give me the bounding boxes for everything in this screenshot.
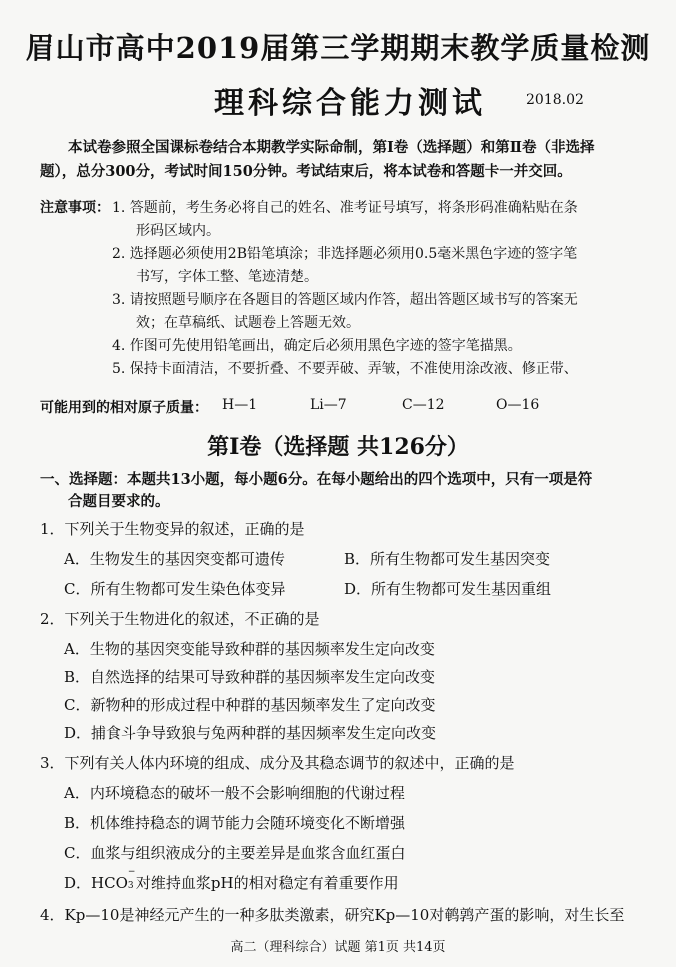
option-d-text: 对维持血浆pH的相对稳定有着重要作用: [135, 874, 399, 892]
question-4-stem: 4．Kp—10是神经元产生的一种多肽类激素，研究Kp—10对鹌鹑产蛋的影响，对生长至: [40, 906, 625, 924]
question-3-option-d: [64, 867, 399, 893]
atomic-mass-label: 可能用到的相对原子质量：: [40, 400, 208, 416]
page-footer: 高二（理科综合）试题 第1页 共14页: [230, 940, 446, 955]
atomic-mass-h: H—1: [222, 397, 258, 413]
notice-item-2: 2. 选择题必须使用2B铅笔填涂；非选择题必须用0.5毫米黑色字迹的签字笔: [112, 246, 578, 262]
section-instructions: 一、选择题：本题共13小题，每小题6分。在每小题给出的四个选项中，只有一项是符: [40, 471, 593, 488]
notice-label: 注意事项：: [40, 200, 110, 216]
notice-item-1-cont: 形码区域内。: [136, 223, 220, 239]
section-instructions-cont: 合题目要求的。: [68, 493, 170, 510]
question-3-option-c: C．血浆与组织液成分的主要差异是血浆含血红蛋白: [64, 844, 406, 862]
charge-superscript: −: [127, 867, 136, 877]
atomic-mass-c: C—12: [402, 397, 445, 413]
question-1-option-b: B．所有生物都可发生基因突变: [344, 550, 551, 568]
notice-item-1: 1. 答题前，考生务必将自己的姓名、准考证号填写，将条形码准确粘贴在条: [112, 200, 578, 216]
question-1-stem: 1．下列关于生物变异的叙述，正确的是: [40, 520, 305, 538]
question-2-option-c: C．新物种的形成过程中种群的基因频率发生了定向改变: [64, 696, 436, 714]
section-title: 第Ⅰ卷（选择题 共126分）: [207, 434, 469, 460]
question-3-option-a: A．内环境稳态的破坏一般不会影响细胞的代谢过程: [64, 784, 405, 802]
question-3-option-b: B．机体维持稳态的调节能力会随环境变化不断增强: [64, 814, 406, 832]
atomic-mass-o: O—16: [496, 397, 540, 413]
question-1-option-a: A．生物发生的基因突变都可遗传: [64, 550, 285, 568]
exam-date: 2018.02: [526, 92, 584, 108]
notice-item-3: 3. 请按照题号顺序在各题目的答题区域内作答，超出答题区域书写的答案无: [112, 292, 578, 308]
question-2-option-a: A．生物的基因突变能导致种群的基因频率发生定向改变: [64, 640, 435, 658]
question-1-option-c: C．所有生物都可发生染色体变异: [64, 580, 286, 598]
question-2-stem: 2．下列关于生物进化的叙述，不正确的是: [40, 610, 320, 628]
exam-subtitle: 理科综合能力测试: [214, 86, 486, 121]
atomic-mass-li: Li—7: [310, 397, 347, 413]
intro-line-1: 本试卷参照全国课标卷结合本期教学实际命制，第Ⅰ卷（选择题）和第Ⅱ卷（非选择: [68, 139, 595, 156]
exam-title: 眉山市高中2019届第三学期期末教学质量检测: [25, 31, 651, 65]
question-2-option-b: B．自然选择的结果可导致种群的基因频率发生定向改变: [64, 668, 436, 686]
question-1-option-d: D．所有生物都可发生基因重组: [344, 580, 552, 598]
intro-line-2: 题），总分300分，考试时间150分钟。考试结束后，将本试卷和答题卡一并交回。: [40, 163, 572, 180]
question-2-option-d: D．捕食斗争导致狼与兔两种群的基因频率发生定向改变: [64, 724, 437, 742]
notice-item-4: 4. 作图可先使用铅笔画出，确定后必须用黑色字迹的签字笔描黑。: [112, 338, 522, 354]
notice-item-2-cont: 书写，字体工整、笔迹清楚。: [136, 269, 318, 285]
count-subscript: 3: [127, 881, 134, 891]
option-d-prefix: D．HCO: [64, 874, 128, 892]
notice-item-3-cont: 效；在草稿纸、试题卷上答题无效。: [136, 315, 360, 331]
notice-item-5: 5. 保持卡面清洁，不要折叠、不要弄破、弄皱，不准使用涂改液、修正带、: [112, 361, 578, 377]
ion-notation: [127, 867, 136, 891]
question-3-stem: 3．下列有关人体内环境的组成、成分及其稳态调节的叙述中，正确的是: [40, 754, 515, 772]
